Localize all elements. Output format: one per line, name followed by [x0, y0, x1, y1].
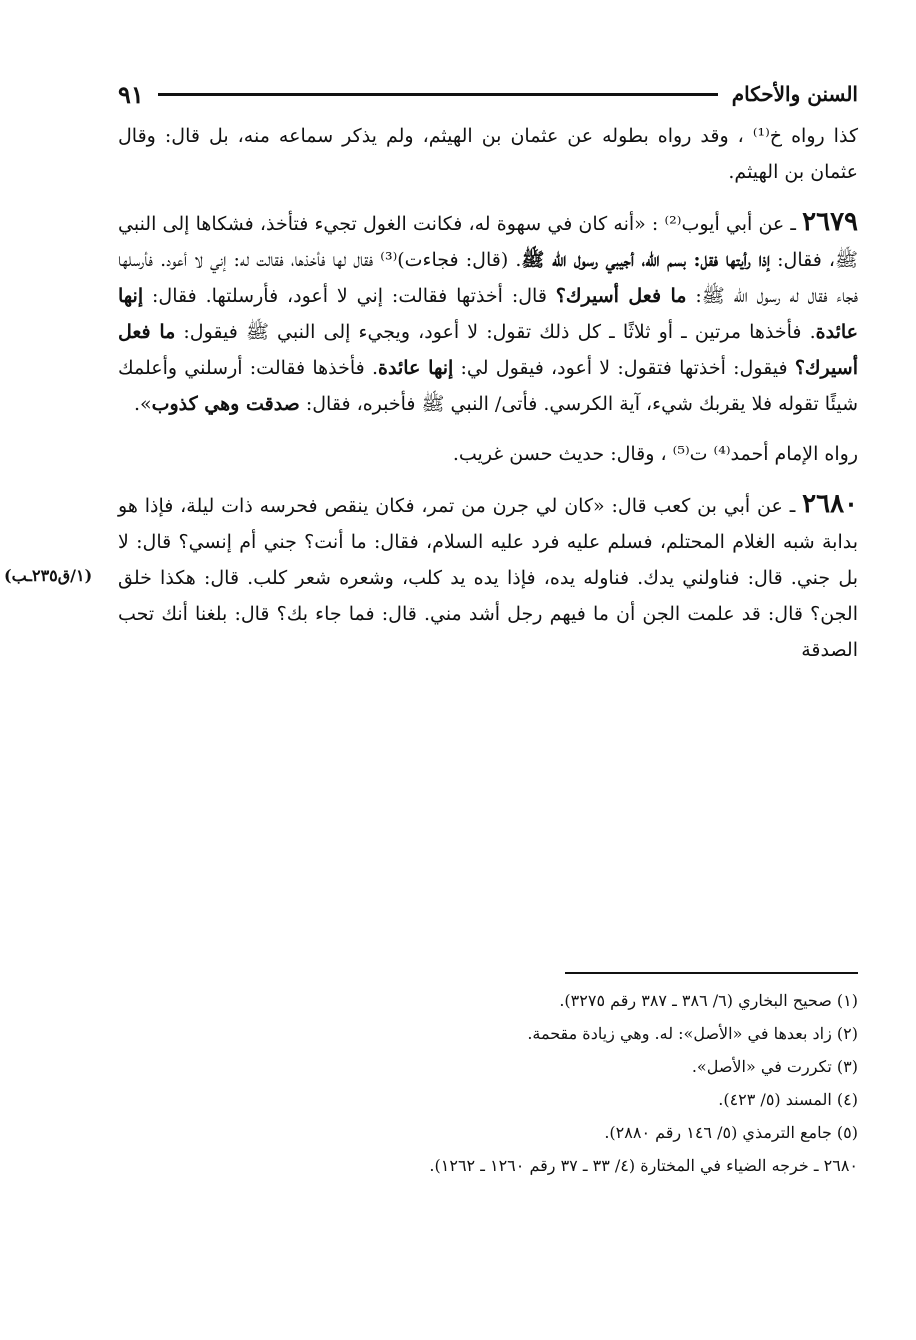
page-number: ٩١: [118, 79, 144, 109]
hadith-2679: [118, 204, 858, 422]
running-title: السنن والأحكام: [731, 82, 858, 106]
footnote: (٥) جامع الترمذي (٥/ ١٤٦ رقم ٢٨٨٠).: [604, 1123, 858, 1142]
prophet-quote: إذا رأيتها فقل: بسم الله، أجيبي رسول الله ﷺ: [521, 249, 770, 271]
manuscript-margin-note: (١/ق٢٣٥ـب): [4, 566, 93, 585]
prophet-quote: ما فعل أسيرك؟: [118, 321, 858, 379]
hadith-number: ٢٦٧٩: [802, 207, 858, 237]
page-header: [118, 74, 858, 114]
prophet-quote: ما فعل أسيرك؟: [555, 285, 687, 307]
prophet-quote: إنها عائدة: [118, 285, 859, 343]
hadith-number: ٢٦٨٠: [802, 489, 858, 519]
prophet-quote: إنها عائدة: [378, 357, 454, 379]
footnote: ٢٦٨٠ ـ خرجه الضياء في المختارة (٤/ ٣٣ ـ ٣٧ رقم ١٢٦٠ ـ ١٢٦٢).: [429, 1156, 858, 1175]
hadith-text: قال: أخذتها فقالت: إني لا أعود، فأرسلتها. فقال:: [143, 285, 556, 307]
footnote: (٤) المسند (٥/ ٤٢٣).: [718, 1090, 858, 1109]
footnote-rule: [565, 972, 858, 974]
footnote: (٣) تكررت في «الأصل».: [691, 1057, 858, 1076]
main-text: [118, 118, 858, 668]
paragraph-narration-source: رواه الإمام أحمد⁽⁴⁾ ت⁽⁵⁾ ، وقال: حديث حسن غريب.: [452, 443, 858, 465]
header-rule: [158, 93, 718, 96]
hadith-2680: [118, 486, 858, 668]
hadith-text: . فأخذها مرتين ـ أو ثلاثًا ـ كل ذلك تقول: لا أعود، ويجيء إلى النبي ﷺ فيقول:: [175, 321, 816, 343]
hadith-text: ـ عن أبي أيوب⁽²⁾ : «أنه كان في سهوة له، فكانت الغول تجيء فتأخذ، فشكاها إلى النبي ﷺ، فقال:: [118, 213, 859, 271]
footnotes: [118, 984, 858, 1182]
hadith-text: فيقول: أخذتها فتقول: لا أعود، فيقول لي:: [453, 357, 795, 379]
footnote: (٢) زاد بعدها في «الأصل»: له. وهي زيادة مقحمة.: [527, 1024, 858, 1043]
paragraph-bukhari-note: كذا رواه خ⁽¹⁾ ، وقد رواه بطوله عن عثمان بن الهيثم، ولم يذكر سماعه منه، بل قال: وقال عثمان بن الهيثم.: [118, 125, 858, 183]
hadith-text: ـ عن أبي بن كعب قال: «كان لي جرن من تمر، فكان ينقص فحرسه ذات ليلة، فإذا هو بدابة شبه الغلام المحتلم، فسلم عليه فرد عليه السلام، فقال: ما أنت؟ جني أم إنسي؟ قال: لا بل جني. قال: فناولني يدك. فناوله يده، فإذا يده يد كلب، وشعره شعر كلب. قال: هكذا خلق الجن؟ قال: قد علمت الجن أن ما فيهم رجل أشد مني. قال: فما جاء بك؟ قال: بلغنا أنك تحب الصدقة: [118, 495, 858, 661]
hadith-text: ».: [133, 393, 152, 415]
footnote: (١) صحيح البخاري (٦/ ٣٨٦ ـ ٣٨٧ رقم ٣٢٧٥).: [559, 991, 858, 1010]
prophet-quote: صدقت وهي كذوب: [151, 393, 300, 415]
hadith-text: . فأخذها فقالت: أرسلني وأعلمك شيئًا تقوله فلا يقربك شيء، آية الكرسي. فأتى/ النبي ﷺ فأخبره، فقال:: [118, 357, 858, 415]
hadith-text: . (قال: فجاءت)⁽³⁾ فقال لها فأخذها، فقالت له: إني لا أعود. فأرسلها فجاء فقال له رسول الله ﷺ:: [118, 249, 858, 307]
